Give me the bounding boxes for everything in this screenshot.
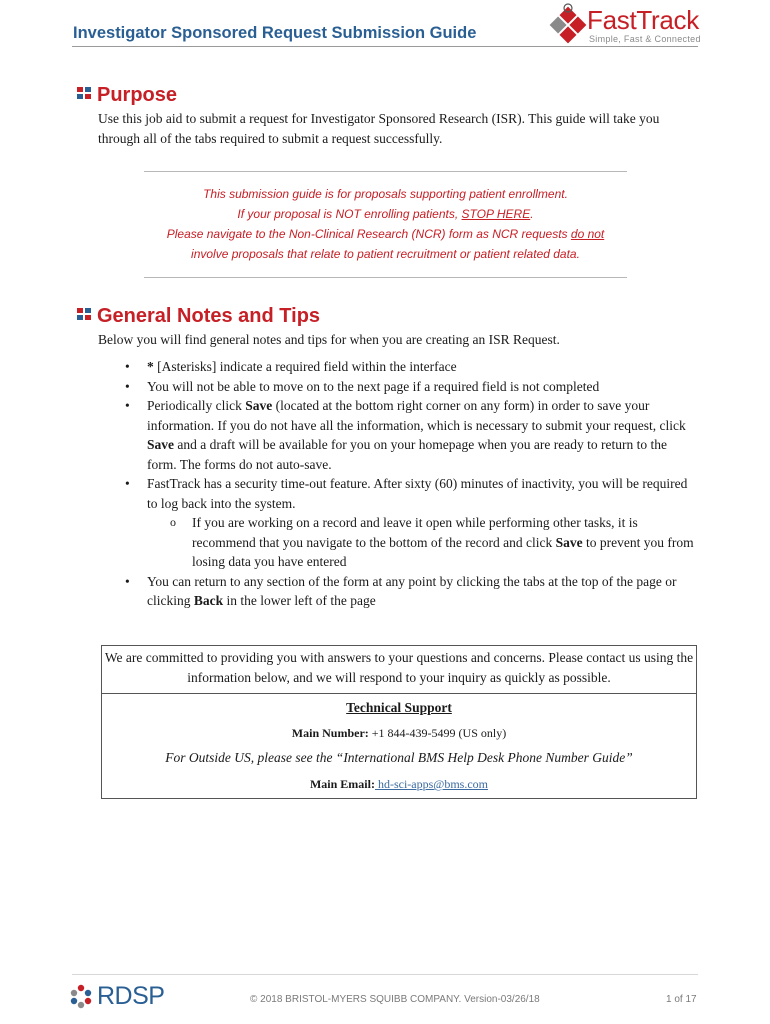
list-item-text: and a draft will be available for you on your homepage when you are ready to return to the form. The forms do not auto-save. bbox=[147, 437, 667, 472]
notes-intro: Below you will find general notes and tips for when you are creating an ISR Request. bbox=[98, 332, 560, 347]
technical-support-title: Technical Support bbox=[346, 700, 452, 715]
list-item-text: You can return to any section of the form at any point by clicking the tabs at the top of the page or clicking bbox=[147, 573, 677, 608]
list-item bbox=[98, 396, 698, 474]
rdsp-wordmark: RDSP bbox=[97, 982, 165, 1010]
section-bullet-icon bbox=[77, 308, 91, 320]
fasttrack-diamond-icon bbox=[549, 2, 587, 46]
list-item-text: (located at the bottom right corner on any form) in order to save your information. If you do not have all the information, which is necessary to submit your request, click bbox=[147, 398, 686, 433]
main-email-label: Main Email: bbox=[309, 777, 375, 791]
fasttrack-wordmark: FastTrack bbox=[587, 5, 699, 35]
document-title: Investigator Sponsored Request Submission Guide bbox=[73, 24, 477, 42]
section-bullet-icon bbox=[77, 87, 91, 99]
save-text: Save bbox=[555, 534, 583, 550]
list-item-text: If you are working on a record and leave it open while performing other tasks, it is recommend that you navigate to the bottom of the record and click bbox=[192, 515, 638, 550]
do-not-text: do not bbox=[570, 227, 605, 241]
list-item bbox=[98, 357, 698, 377]
list-item-text: [Asterisks] indicate a required field within the interface bbox=[153, 359, 457, 374]
purpose-heading bbox=[77, 84, 177, 107]
main-number bbox=[102, 724, 696, 742]
copyright-text: © 2018 BRISTOL-MYERS SQUIBB COMPANY. Version-03/26/18 bbox=[250, 994, 540, 1005]
main-number-label: Main Number: bbox=[291, 726, 369, 740]
enrollment-notice bbox=[144, 184, 627, 264]
rdsp-logo bbox=[68, 983, 164, 1009]
main-email bbox=[102, 775, 696, 793]
notice-line-3 bbox=[144, 224, 627, 244]
contact-intro: We are committed to providing you with answers to your questions and concerns. Please contact us using the information below, and we will respond to your inquiry as quickly as possible. bbox=[102, 646, 696, 694]
list-item-text: Periodically click bbox=[147, 398, 246, 413]
fasttrack-logo bbox=[549, 2, 699, 48]
page-number: 1 of 17 bbox=[666, 994, 697, 1005]
list-item-text: to prevent you from losing data you have entered bbox=[192, 534, 694, 569]
list-item bbox=[98, 474, 698, 513]
back-text: Back bbox=[193, 593, 224, 608]
save-text: Save bbox=[245, 398, 273, 413]
sub-list-item bbox=[98, 513, 698, 572]
notice-line-2-text: If your proposal is NOT enrolling patients, bbox=[237, 207, 462, 221]
list-item bbox=[98, 377, 698, 397]
list-item-text: in the lower left of the page bbox=[223, 593, 376, 608]
purpose-text: Use this job aid to submit a request for Investigator Sponsored Research (ISR). This guide will take you through all of the tabs required to submit a request successfully. bbox=[98, 111, 660, 146]
purpose-title: Purpose bbox=[97, 84, 178, 106]
notice-top-divider bbox=[144, 171, 627, 172]
notice-bottom-divider bbox=[144, 277, 627, 278]
notice-line-3-text: Please navigate to the Non-Clinical Research (NCR) form as NCR requests bbox=[166, 227, 571, 241]
contact-details bbox=[102, 698, 696, 793]
list-item-text: You will not be able to move on to the next page if a required field is not completed bbox=[147, 378, 600, 394]
contact-box bbox=[101, 645, 697, 799]
notes-heading bbox=[77, 305, 320, 328]
asterisk-text: * bbox=[147, 359, 154, 374]
footer-divider bbox=[72, 974, 698, 975]
save-text: Save bbox=[147, 437, 174, 452]
rdsp-dots-icon bbox=[68, 983, 94, 1009]
notice-line-2-period: . bbox=[530, 207, 534, 221]
list-item bbox=[98, 572, 698, 611]
notice-line-2 bbox=[144, 204, 627, 224]
notice-line-1: This submission guide is for proposals supporting patient enrollment. bbox=[203, 187, 568, 201]
outside-us-note: For Outside US, please see the “International BMS Help Desk Phone Number Guide” bbox=[165, 750, 633, 765]
notes-list bbox=[98, 357, 698, 611]
list-item-text: FastTrack has a security time-out feature. After sixty (60) minutes of inactivity, you will be required to log back into the system. bbox=[147, 476, 688, 511]
fasttrack-tagline: Simple, Fast & Connected bbox=[589, 34, 701, 44]
main-number-value: +1 844-439-5499 (US only) bbox=[368, 726, 507, 740]
notice-line-4: involve proposals that relate to patient recruitment or patient related data. bbox=[191, 247, 580, 261]
stop-here-text: STOP HERE bbox=[461, 207, 531, 221]
notes-title: General Notes and Tips bbox=[97, 305, 321, 327]
email-link[interactable]: hd-sci-apps@bms.com bbox=[374, 777, 489, 791]
